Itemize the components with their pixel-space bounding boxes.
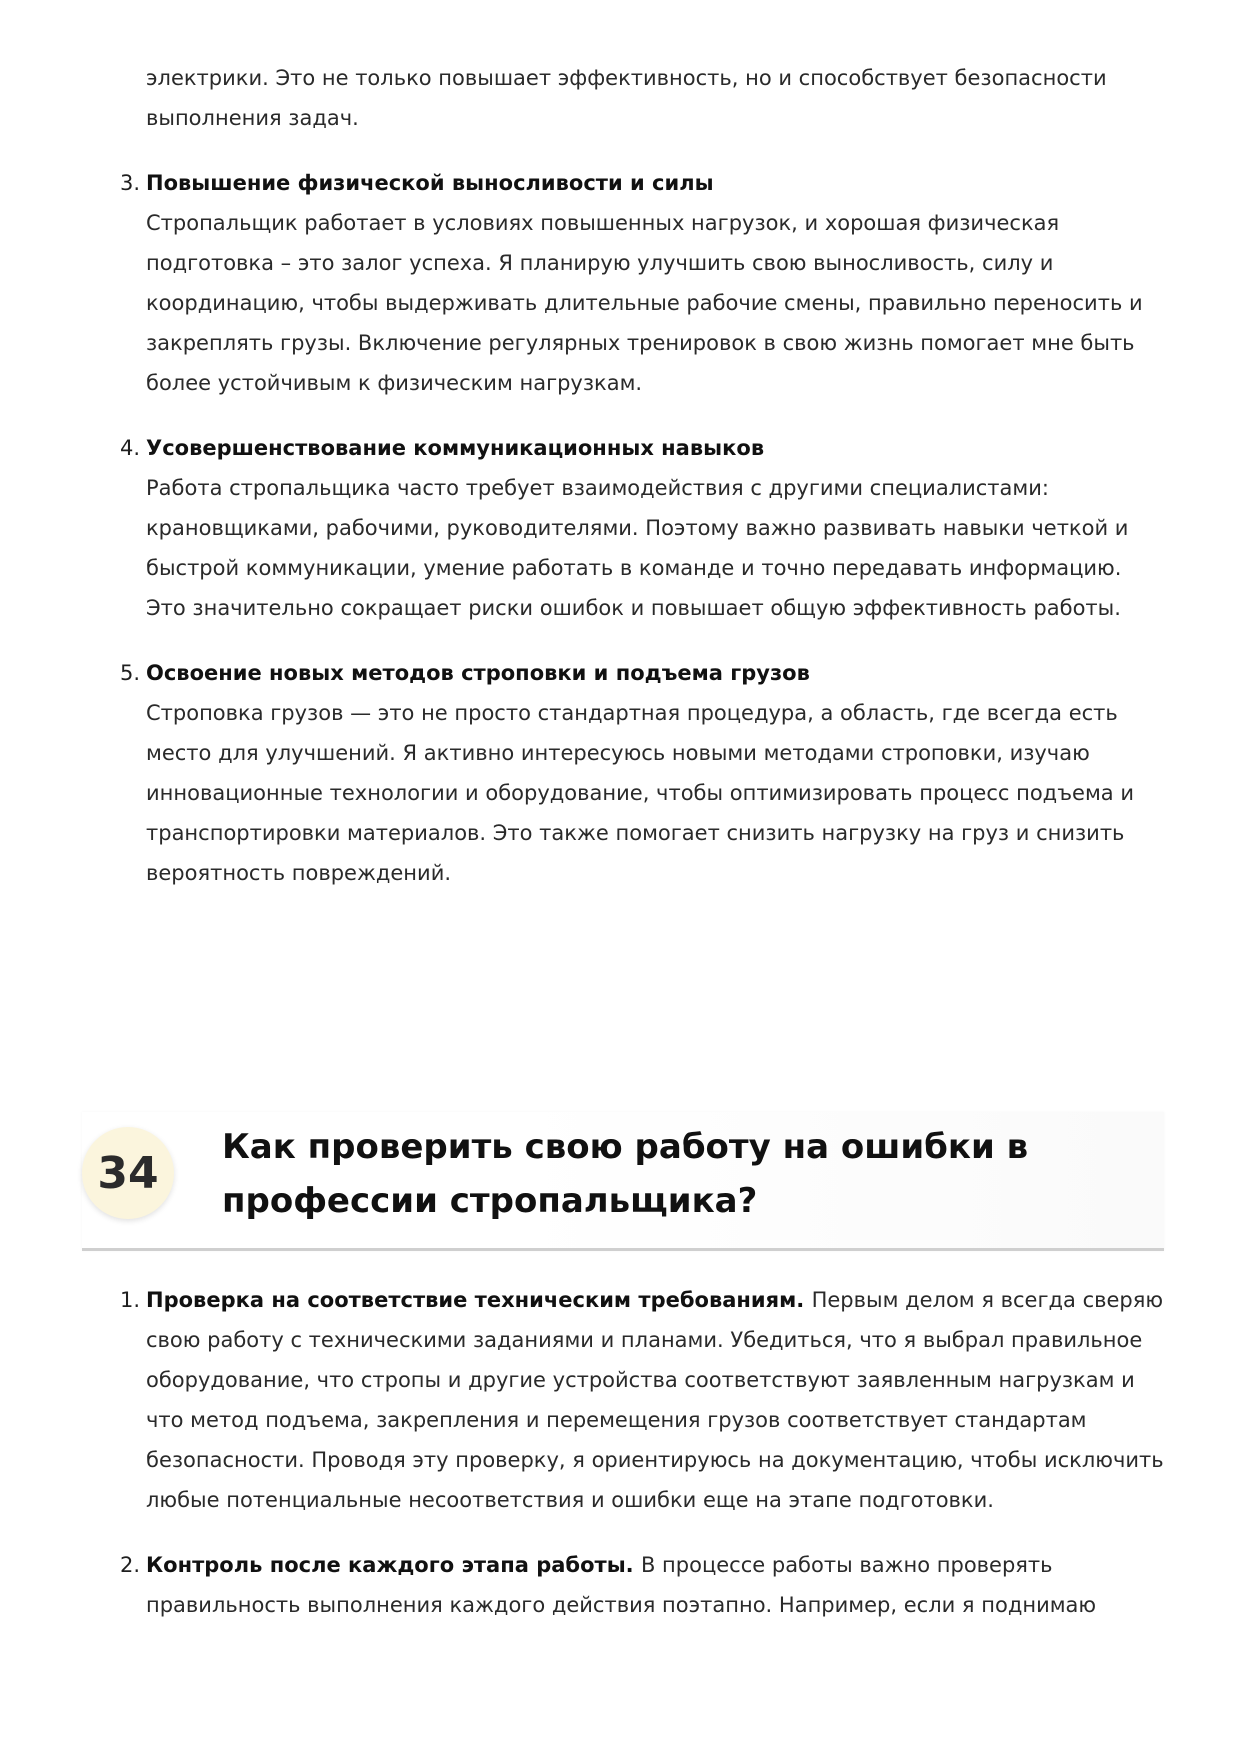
list-item-title: Контроль после каждого этапа работы.: [146, 1553, 641, 1577]
list-item-title: Усовершенствование коммуникационных навыков: [146, 436, 765, 460]
list-item-number: 2.: [120, 1553, 141, 1577]
list-item-title: Проверка на соответствие техническим требованиям.: [146, 1288, 812, 1312]
list-item-number: 3.: [120, 171, 141, 195]
check-steps-list: [120, 1280, 1166, 1625]
list-item-body: Первым делом я всегда сверяю свою работу с техническими заданиями и планами. Убедиться, что я выбрал правильное оборудование, что стропы и другие устройства соответствуют заявленным нагрузкам и что метод подъема, закрепления и перемещения грузов соответствует стандартам безопасности. Проводя эту проверку, я ориентируюсь на документацию, чтобы исключить любые потенциальные несоответствия и ошибки еще на этапе подготовки.: [146, 1288, 1164, 1512]
list-item: [120, 1545, 1166, 1625]
list-item-body: Работа стропальщика часто требует взаимодействия с другими специалистами: крановщиками, рабочими, руководителями. Поэтому важно развивать навыки четкой и быстрой коммуникации, умение работать в команде и точно передавать информацию. Это значительно сокращает риски ошибок и повышает общую эффективность работы.: [146, 476, 1129, 620]
list-item-body: Строповка грузов — это не просто стандартная процедура, а область, где всегда есть место для улучшений. Я активно интересуюсь новыми методами строповки, изучаю инновационные технологии и оборудование, чтобы оптимизировать процесс подъема и транспортировки материалов. Это также помогает снизить нагрузку на груз и снизить вероятность повреждений.: [146, 701, 1134, 885]
list-item: [120, 428, 1166, 628]
list-item-number: 4.: [120, 436, 141, 460]
list-item-title: Освоение новых методов строповки и подъема грузов: [146, 661, 810, 685]
list-item: [120, 163, 1166, 403]
list-item: [120, 1280, 1166, 1520]
list-item: [120, 653, 1166, 893]
check-list: [120, 1280, 1166, 1650]
list-item-continuation: [146, 58, 1166, 138]
section-number-badge: 34: [82, 1127, 174, 1219]
list-item-body: Стропальщик работает в условиях повышенных нагрузок, и хорошая физическая подготовка – это залог успеха. Я планирую улучшить свою выносливость, силу и координацию, чтобы выдерживать длительные рабочие смены, правильно переносить и закреплять грузы. Включение регулярных тренировок в свою жизнь помогает мне быть более устойчивым к физическим нагрузкам.: [146, 211, 1143, 395]
section-title: Как проверить свою работу на ошибки в профессии стропальщика?: [222, 1127, 1029, 1221]
list-item-number: 5.: [120, 661, 141, 685]
continuation-text: электрики. Это не только повышает эффективность, но и способствует безопасности выполнения задач.: [146, 66, 1107, 130]
list-item-body: В процессе работы важно проверять правильность выполнения каждого действия поэтапно. Например, если я поднимаю: [146, 1553, 1097, 1617]
goals-list: [120, 163, 1166, 893]
section-heading: [82, 1112, 1164, 1251]
list-item-number: 1.: [120, 1288, 141, 1312]
goals-list-continuation: [120, 58, 1166, 918]
list-item-title: Повышение физической выносливости и силы: [146, 171, 714, 195]
